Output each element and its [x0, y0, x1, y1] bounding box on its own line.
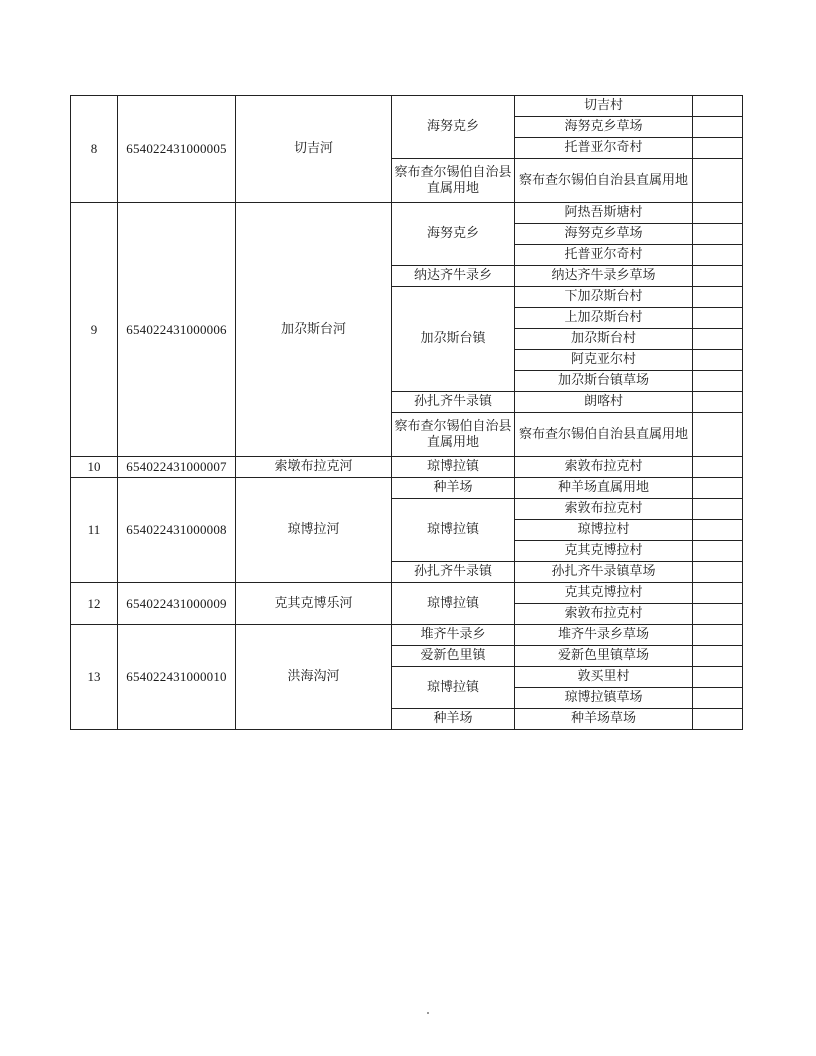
village-cell: 敦买里村: [515, 667, 693, 688]
blank-cell: [693, 224, 743, 245]
blank-cell: [693, 308, 743, 329]
table-row: [71, 478, 743, 499]
village-cell: 切吉村: [515, 96, 693, 117]
river-code-cell: 654022431000010: [118, 625, 236, 730]
village-cell: 海努克乡草场: [515, 224, 693, 245]
blank-cell: [693, 371, 743, 392]
blank-cell: [693, 350, 743, 371]
township-cell: 海努克乡: [392, 203, 515, 266]
village-cell: 爱新色里镇草场: [515, 646, 693, 667]
table-row: [71, 457, 743, 478]
river-code-cell: 654022431000006: [118, 203, 236, 457]
river-name-cell: 加尕斯台河: [236, 203, 392, 457]
river-code-cell: 654022431000008: [118, 478, 236, 583]
township-cell: 堆齐牛录乡: [392, 625, 515, 646]
township-cell: 琼博拉镇: [392, 583, 515, 625]
row-number-cell: 9: [71, 203, 118, 457]
scan-speck: [427, 1012, 429, 1014]
blank-cell: [693, 96, 743, 117]
blank-cell: [693, 625, 743, 646]
township-cell: 海努克乡: [392, 96, 515, 159]
river-name-cell: 索墩布拉克河: [236, 457, 392, 478]
village-cell: 种羊场直属用地: [515, 478, 693, 499]
blank-cell: [693, 457, 743, 478]
village-cell: 堆齐牛录乡草场: [515, 625, 693, 646]
blank-cell: [693, 159, 743, 203]
village-cell: 托普亚尔奇村: [515, 245, 693, 266]
township-cell: 察布查尔锡伯自治县直属用地: [392, 159, 515, 203]
township-cell: 加尕斯台镇: [392, 287, 515, 392]
blank-cell: [693, 688, 743, 709]
table-row: [71, 583, 743, 604]
river-name-cell: 琼博拉河: [236, 478, 392, 583]
blank-cell: [693, 266, 743, 287]
township-cell: 种羊场: [392, 478, 515, 499]
blank-cell: [693, 329, 743, 350]
row-number-cell: 12: [71, 583, 118, 625]
township-cell: 种羊场: [392, 709, 515, 730]
blank-cell: [693, 138, 743, 159]
river-code-cell: 654022431000005: [118, 96, 236, 203]
blank-cell: [693, 520, 743, 541]
village-cell: 克其克博拉村: [515, 583, 693, 604]
river-name-cell: 克其克博乐河: [236, 583, 392, 625]
village-cell: 种羊场草场: [515, 709, 693, 730]
village-cell: 阿克亚尔村: [515, 350, 693, 371]
village-cell: 阿热吾斯塘村: [515, 203, 693, 224]
village-cell: 海努克乡草场: [515, 117, 693, 138]
blank-cell: [693, 392, 743, 413]
village-cell: 索敦布拉克村: [515, 457, 693, 478]
village-cell: 朗喀村: [515, 392, 693, 413]
village-cell: 克其克博拉村: [515, 541, 693, 562]
village-cell: 琼博拉村: [515, 520, 693, 541]
table-row: [71, 96, 743, 117]
blank-cell: [693, 245, 743, 266]
river-name-cell: 洪海沟河: [236, 625, 392, 730]
blank-cell: [693, 709, 743, 730]
village-cell: 孙扎齐牛录镇草场: [515, 562, 693, 583]
township-cell: 孙扎齐牛录镇: [392, 562, 515, 583]
village-cell: 托普亚尔奇村: [515, 138, 693, 159]
river-village-table: [70, 95, 743, 730]
township-cell: 察布查尔锡伯自治县直属用地: [392, 413, 515, 457]
blank-cell: [693, 667, 743, 688]
row-number-cell: 8: [71, 96, 118, 203]
blank-cell: [693, 413, 743, 457]
blank-cell: [693, 541, 743, 562]
row-number-cell: 10: [71, 457, 118, 478]
village-cell: 上加尕斯台村: [515, 308, 693, 329]
blank-cell: [693, 203, 743, 224]
township-cell: 琼博拉镇: [392, 499, 515, 562]
river-code-cell: 654022431000009: [118, 583, 236, 625]
blank-cell: [693, 499, 743, 520]
blank-cell: [693, 287, 743, 308]
blank-cell: [693, 117, 743, 138]
village-cell: 察布查尔锡伯自治县直属用地: [515, 413, 693, 457]
blank-cell: [693, 583, 743, 604]
row-number-cell: 11: [71, 478, 118, 583]
village-cell: 索敦布拉克村: [515, 499, 693, 520]
blank-cell: [693, 604, 743, 625]
village-cell: 索敦布拉克村: [515, 604, 693, 625]
blank-cell: [693, 562, 743, 583]
township-cell: 纳达齐牛录乡: [392, 266, 515, 287]
table-row: [71, 203, 743, 224]
river-name-cell: 切吉河: [236, 96, 392, 203]
village-cell: 加尕斯台村: [515, 329, 693, 350]
township-cell: 琼博拉镇: [392, 667, 515, 709]
township-cell: 爱新色里镇: [392, 646, 515, 667]
village-cell: 下加尕斯台村: [515, 287, 693, 308]
township-cell: 琼博拉镇: [392, 457, 515, 478]
village-cell: 察布查尔锡伯自治县直属用地: [515, 159, 693, 203]
township-cell: 孙扎齐牛录镇: [392, 392, 515, 413]
blank-cell: [693, 478, 743, 499]
blank-cell: [693, 646, 743, 667]
row-number-cell: 13: [71, 625, 118, 730]
table-row: [71, 625, 743, 646]
village-cell: 纳达齐牛录乡草场: [515, 266, 693, 287]
village-cell: 琼博拉镇草场: [515, 688, 693, 709]
village-cell: 加尕斯台镇草场: [515, 371, 693, 392]
river-code-cell: 654022431000007: [118, 457, 236, 478]
